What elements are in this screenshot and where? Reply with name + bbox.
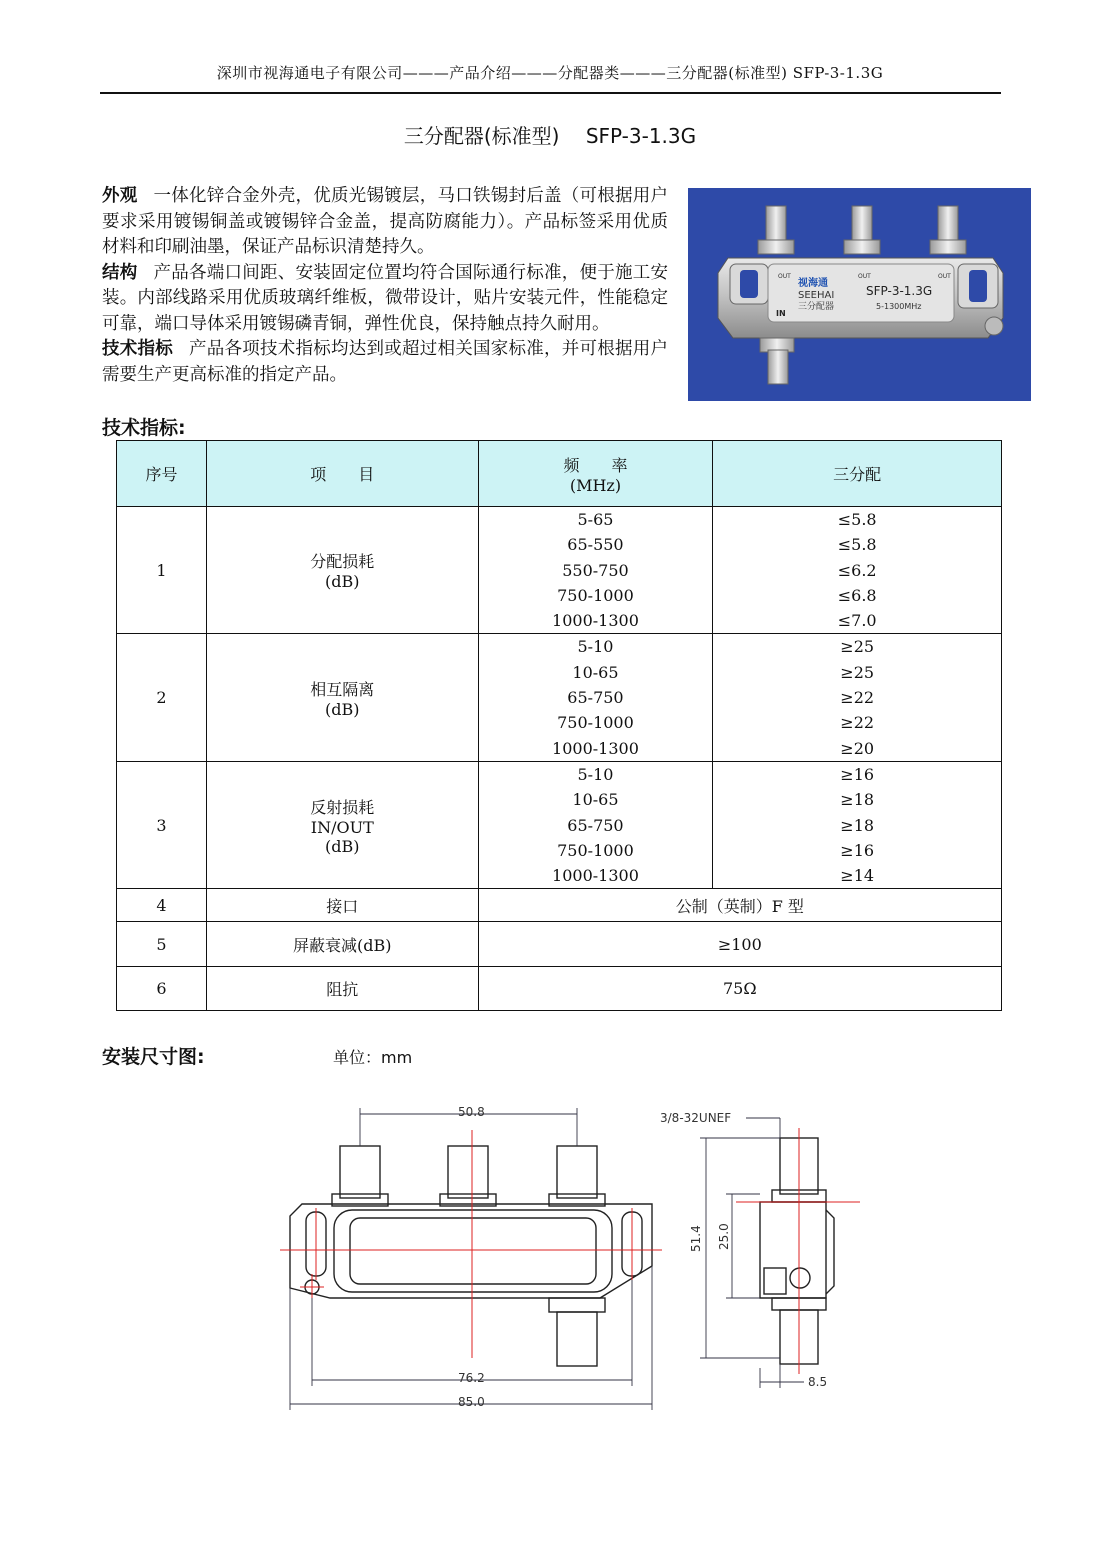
col-header-item: 项 目 bbox=[206, 441, 478, 507]
dimension-drawing bbox=[260, 1098, 880, 1418]
col-header-freq bbox=[478, 441, 713, 507]
freq-cell: 10-65 bbox=[572, 790, 619, 810]
value-cell: ≥16 bbox=[840, 764, 875, 784]
row-freqs bbox=[478, 634, 713, 761]
output-connector-icon bbox=[758, 206, 966, 254]
row-item-line: (dB) bbox=[325, 572, 360, 592]
row-item bbox=[206, 507, 478, 634]
value-cell: ≥22 bbox=[840, 713, 875, 733]
photo-product-cn: 三分配器 bbox=[798, 302, 835, 312]
table-header-row bbox=[117, 441, 1002, 507]
photo-freq: 5-1300MHz bbox=[876, 302, 922, 311]
freq-cell: 5-65 bbox=[577, 510, 614, 529]
dim-label: 85.0 bbox=[458, 1395, 485, 1409]
table-row bbox=[117, 634, 1002, 761]
value-cell: ≥22 bbox=[840, 688, 875, 708]
table-row bbox=[117, 507, 1002, 634]
side-dimension-lines bbox=[700, 1118, 804, 1388]
row-no: 4 bbox=[117, 889, 207, 922]
side-view bbox=[760, 1138, 834, 1364]
intro-body: 产品各端口间距、安装固定位置均符合国际通行标准，便于施工安装。内部线路采用优质玻璃纤维板，微带设计，贴片安装元件，性能稳定可靠，端口导体采用镀锡磷青铜，弹性优良，保持触点持久耐用。 bbox=[102, 262, 668, 334]
row-freqs bbox=[478, 761, 713, 888]
unit-label: 单位：mm bbox=[333, 1048, 413, 1067]
dim-label: 51.4 bbox=[689, 1225, 703, 1252]
table-row bbox=[117, 922, 1002, 967]
photo-model: SFP-3-1.3G bbox=[866, 284, 933, 298]
row-item: 屏蔽衰减(dB) bbox=[206, 922, 478, 967]
value-cell: ≤6.8 bbox=[837, 585, 877, 605]
freq-cell: 1000-1300 bbox=[552, 611, 639, 631]
freq-cell: 65-550 bbox=[567, 535, 624, 555]
row-item bbox=[206, 761, 478, 888]
row-values bbox=[713, 761, 1002, 888]
col-header-value: 三分配 bbox=[713, 441, 1002, 507]
intro-label: 结构 bbox=[102, 262, 138, 283]
freq-cell: 65-750 bbox=[567, 688, 624, 708]
row-item-line: 反射损耗 bbox=[310, 797, 375, 817]
freq-cell: 10-65 bbox=[572, 662, 619, 682]
freq-cell: 5-10 bbox=[577, 637, 614, 657]
value-cell: ≥14 bbox=[840, 866, 875, 886]
dim-label: 3/8-32UNEF bbox=[660, 1111, 732, 1125]
freq-cell: 65-750 bbox=[567, 815, 624, 835]
value-cell: ≥16 bbox=[840, 840, 875, 860]
header-divider bbox=[100, 92, 1001, 94]
table-row bbox=[117, 967, 1002, 1011]
intro-body: 一体化锌合金外壳，优质光锡镀层，马口铁锡封后盖（可根据用户要求采用镀锡铜盖或镀锡锌合金盖，提高防腐能力）。产品标签采用优质材料和印刷油墨，保证产品标识清楚持久。 bbox=[102, 186, 668, 257]
table-row bbox=[117, 761, 1002, 888]
dim-label: 25.0 bbox=[717, 1223, 731, 1250]
row-values bbox=[713, 634, 1002, 761]
value-cell: ≥25 bbox=[840, 637, 875, 657]
row-values bbox=[713, 507, 1002, 634]
freq-cell: 1000-1300 bbox=[552, 738, 639, 758]
row-item bbox=[206, 634, 478, 761]
page-header: 深圳市视海通电子有限公司———产品介绍———分配器类———三分配器(标准型) SFP-3-1.3G bbox=[216, 64, 884, 82]
intro-specs bbox=[102, 337, 668, 388]
photo-port-out: OUT bbox=[938, 273, 951, 280]
row-freqs bbox=[478, 507, 713, 634]
photo-brand-en: SEEHAI bbox=[798, 290, 835, 301]
product-photo bbox=[688, 188, 1031, 401]
intro-text bbox=[102, 184, 668, 388]
value-cell: ≤7.0 bbox=[837, 611, 877, 631]
col-header-freq-line2: (MHz) bbox=[569, 475, 622, 495]
dimension-lines bbox=[290, 1108, 652, 1410]
freq-cell: 1000-1300 bbox=[552, 866, 639, 886]
row-value: 75Ω bbox=[478, 967, 1001, 1011]
row-no: 5 bbox=[117, 922, 207, 967]
intro-appearance bbox=[102, 184, 668, 261]
intro-body: 产品各项技术指标均达到或超过相关国家标准，并可根据用户需要生产更高标准的指定产品。 bbox=[102, 339, 668, 385]
value-cell: ≤6.2 bbox=[837, 560, 877, 580]
spec-table bbox=[116, 440, 1002, 1011]
row-item-line: (dB) bbox=[325, 699, 360, 719]
freq-cell: 750-1000 bbox=[557, 713, 634, 733]
dim-label: 8.5 bbox=[808, 1375, 828, 1389]
value-cell: ≥20 bbox=[840, 738, 875, 758]
table-row bbox=[117, 889, 1002, 922]
freq-cell: 550-750 bbox=[562, 560, 629, 580]
row-item-line: 相互隔离 bbox=[310, 679, 375, 699]
input-connector-icon bbox=[760, 338, 794, 384]
value-cell: ≥18 bbox=[840, 815, 875, 835]
dim-label: 50.8 bbox=[458, 1105, 485, 1119]
row-item: 接口 bbox=[206, 889, 478, 922]
row-no: 2 bbox=[117, 634, 207, 761]
dim-label: 76.2 bbox=[458, 1371, 485, 1385]
col-header-no: 序号 bbox=[117, 441, 207, 507]
photo-port-in: IN bbox=[776, 309, 786, 318]
document-title: 三分配器(标准型) SFP-3-1.3G bbox=[403, 124, 697, 148]
freq-cell: 750-1000 bbox=[557, 840, 634, 860]
row-item-line: 分配损耗 bbox=[310, 552, 375, 572]
intro-label: 外观 bbox=[102, 186, 138, 206]
intro-label: 技术指标 bbox=[102, 339, 173, 359]
photo-port-out: OUT bbox=[858, 273, 871, 280]
center-lines bbox=[280, 1130, 662, 1358]
value-cell: ≤5.8 bbox=[837, 510, 877, 529]
intro-structure bbox=[102, 261, 668, 338]
col-header-freq-line1: 频 率 bbox=[563, 455, 628, 475]
value-cell: ≤5.8 bbox=[837, 535, 877, 555]
side-center-lines bbox=[736, 1128, 860, 1374]
row-value: 公制（英制）F 型 bbox=[478, 889, 1001, 922]
freq-cell: 5-10 bbox=[577, 764, 614, 784]
row-no: 1 bbox=[117, 507, 207, 634]
row-item-line: IN/OUT bbox=[310, 817, 374, 837]
spec-heading: 技术指标: bbox=[102, 417, 186, 439]
photo-brand-cn: 视海通 bbox=[798, 278, 828, 289]
freq-cell: 750-1000 bbox=[557, 585, 634, 605]
row-no: 6 bbox=[117, 967, 207, 1011]
row-no: 3 bbox=[117, 761, 207, 888]
front-view bbox=[290, 1146, 652, 1366]
row-item-line: (dB) bbox=[325, 836, 360, 856]
row-item: 阻抗 bbox=[206, 967, 478, 1011]
value-cell: ≥18 bbox=[840, 790, 875, 810]
photo-port-out: OUT bbox=[778, 273, 791, 280]
value-cell: ≥25 bbox=[840, 662, 875, 682]
install-heading: 安装尺寸图: bbox=[102, 1046, 205, 1068]
row-value: ≥100 bbox=[478, 922, 1001, 967]
